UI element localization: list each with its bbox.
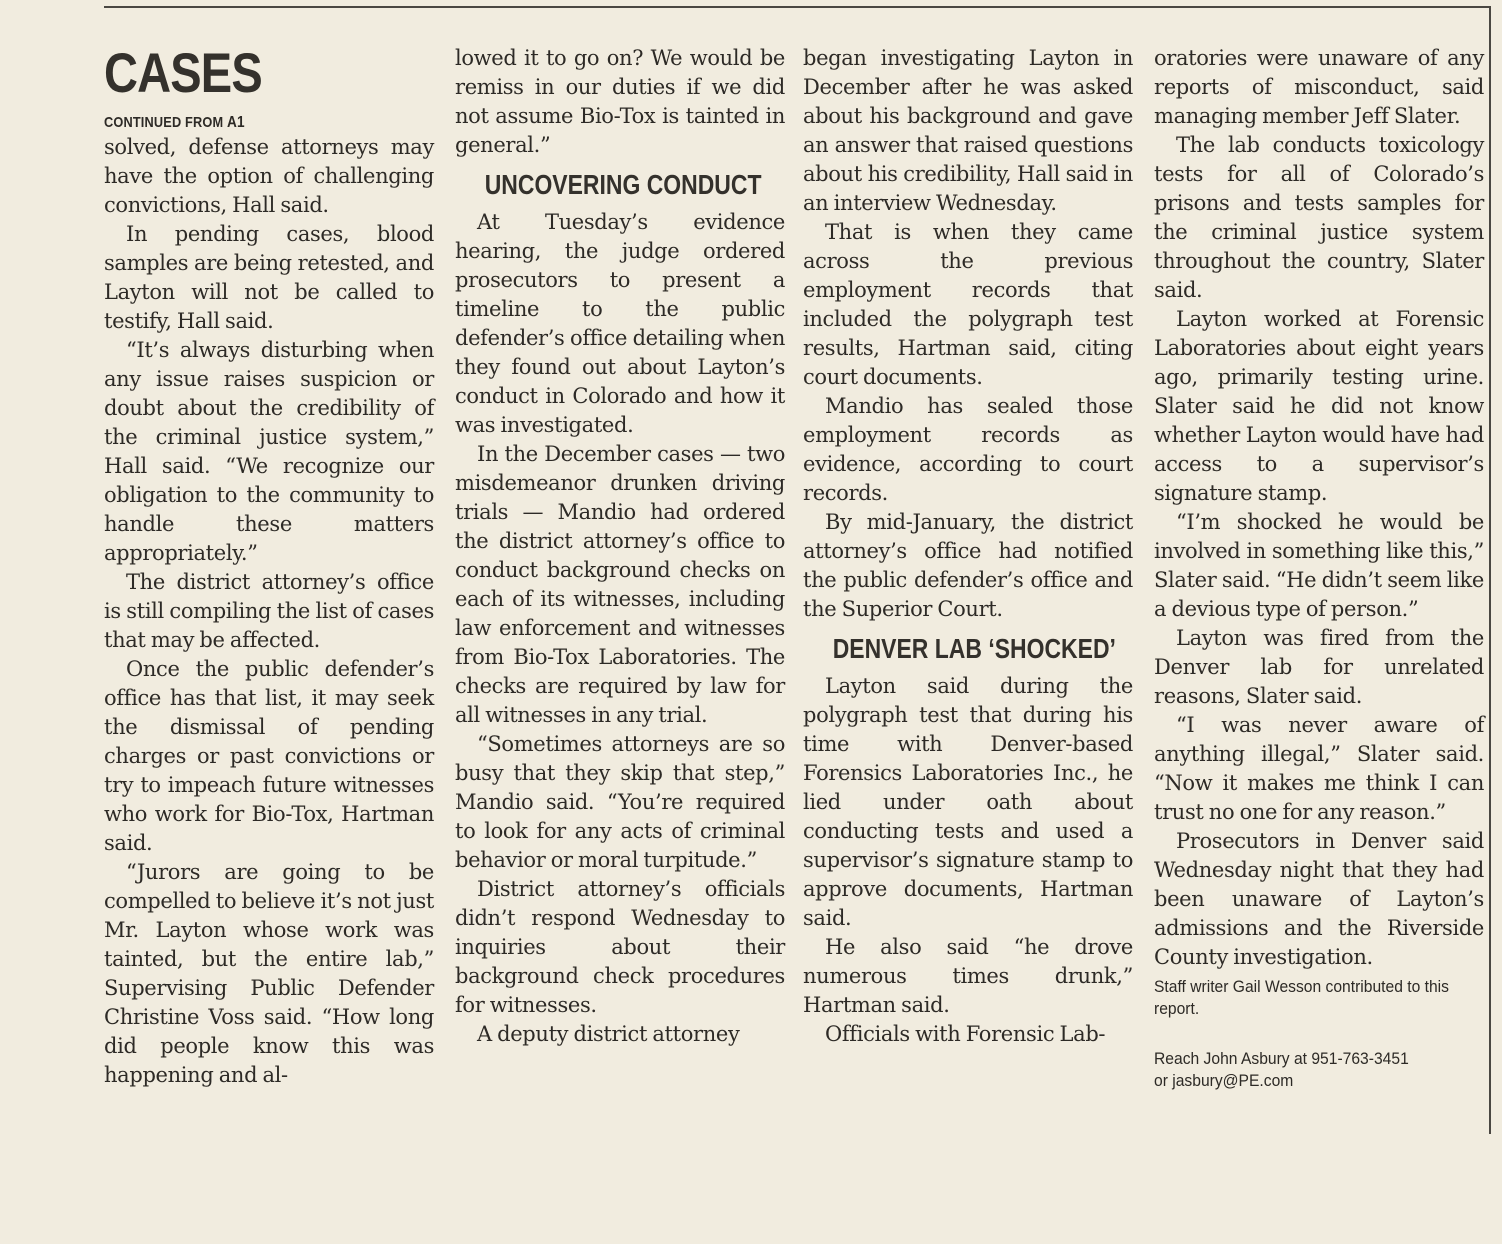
subhead-denver-lab-shocked: DENVER LAB ‘SHOCKED’ [832,633,1116,664]
paragraph: The district attorney’s office is still compiling the list of cases that may be affected. [104,570,434,652]
subhead-uncovering-conduct: UNCOVERING CONDUCT [484,169,762,200]
paragraph: Layton worked at Forensic Laboratories about eight years ago, primarily testing urine. Slater said he did not know whether Layton would have had access to a supervisor’s signature stamp. [1154,307,1484,505]
article-column-4 [1154,44,1484,1092]
paragraph: Layton said during the polygraph test that during his time with Denver-based Forensics Laboratories Inc., he lied under oath about conducting tests and used a supervisor’s signature stamp to approve documents, Hartman said. [803,674,1133,930]
paragraph: “It’s always disturbing when any issue raises suspicion or doubt about the credibility of the criminal justice system,” Hall said. “We recognize our obligation to the community to handle these matters appropriately.” [104,338,434,565]
paragraph: oratories were unaware of any reports of misconduct, said managing member Jeff Slater. [1154,46,1484,128]
article-column-3 [803,44,1133,1049]
reach-email: or jasbury@PE.com [1154,1071,1294,1090]
paragraph: In pending cases, blood samples are being retested, and Layton will not be called to testify, Hall said. [104,222,434,333]
article-column-1 [104,41,434,1090]
paragraph: He also said “he drove numerous times drunk,” Hartman said. [803,935,1133,1017]
paragraph: Prosecutors in Denver said Wednesday night that they had been unaware of Layton’s admissions and the Riverside County investigation. [1154,829,1484,969]
paragraph: In the December cases — two misdemeanor drunken driving trials — Mandio had ordered the district attorney’s office to conduct background checks on each of its witnesses, including law enforcement and witnesses from Bio-Tox Laboratories. The checks are required by law for all witnesses in any trial. [455,442,785,727]
paragraph: Officials with Forensic Lab- [825,1022,1106,1046]
reach-info [1154,1048,1458,1092]
jump-line [104,114,385,132]
paragraph: By mid-January, the district attorney’s office had notified the public defender’s office and the Superior Court. [803,510,1133,621]
paragraph: A deputy district attorney [477,1022,740,1046]
reach-phone: Reach John Asbury at 951-763-3451 [1154,1049,1409,1068]
paragraph: Mandio has sealed those employment records as evidence, according to court records. [803,394,1133,505]
paragraph: began investigating Layton in December after he was asked about his background and gave an answer that raised questions about his credibility, Hall said in an interview Wednesday. [803,46,1133,215]
paragraph: Once the public defender’s office has that list, it may seek the dismissal of pending charges or past convictions or try to impeach future witnesses who work for Bio-Tox, Hartman said. [104,657,434,855]
paragraph: lowed it to go on? We would be remiss in our duties if we did not assume Bio-Tox is tainted in general.” [455,46,785,157]
paragraph: At Tuesday’s evidence hearing, the judge ordered prosecutors to present a timeline to the public defender’s office detailing when they found out about Layton’s conduct in Colorado and how it was investigated. [455,210,785,437]
paragraph: Layton was fired from the Denver lab for unrelated reasons, Slater said. [1154,626,1484,708]
paragraph: “I’m shocked he would be involved in something like this,” Slater said. “He didn’t seem like a devious type of person.” [1154,510,1484,621]
paragraph: The lab conducts toxicology tests for all of Colorado’s prisons and tests samples for the criminal justice system throughout the country, Slater said. [1154,133,1484,302]
jump-text: CONTINUED FROM [104,114,224,131]
staff-credit: Staff writer Gail Wesson contributed to this report. [1154,977,1449,1018]
paragraph: “Jurors are going to be compelled to believe it’s not just Mr. Layton whose work was tainted, but the entire lab,” Supervising Public Defender Christine Voss said. “How long did people know this was happening and al- [104,860,434,1087]
right-rule [1489,6,1491,1134]
paragraph: That is when they came across the previous employment records that included the polygraph test results, Hartman said, citing court documents. [803,220,1133,389]
paragraph: District attorney’s officials didn’t respond Wednesday to inquiries about their background check procedures for witnesses. [455,877,785,1017]
paragraph: “Sometimes attorneys are so busy that they skip that step,” Mandio said. “You’re required to look for any acts of criminal behavior or moral turpitude.” [455,732,785,872]
jump-page: A1 [226,114,245,131]
article-column-2 [455,44,785,1049]
headline: CASES [104,41,262,104]
paragraph: solved, defense attorneys may have the option of challenging convictions, Hall said. [104,135,434,217]
paragraph: “I was never aware of anything illegal,” Slater said. “Now it makes me think I can trust no one for any reason.” [1154,713,1484,824]
top-rule [104,6,1490,8]
